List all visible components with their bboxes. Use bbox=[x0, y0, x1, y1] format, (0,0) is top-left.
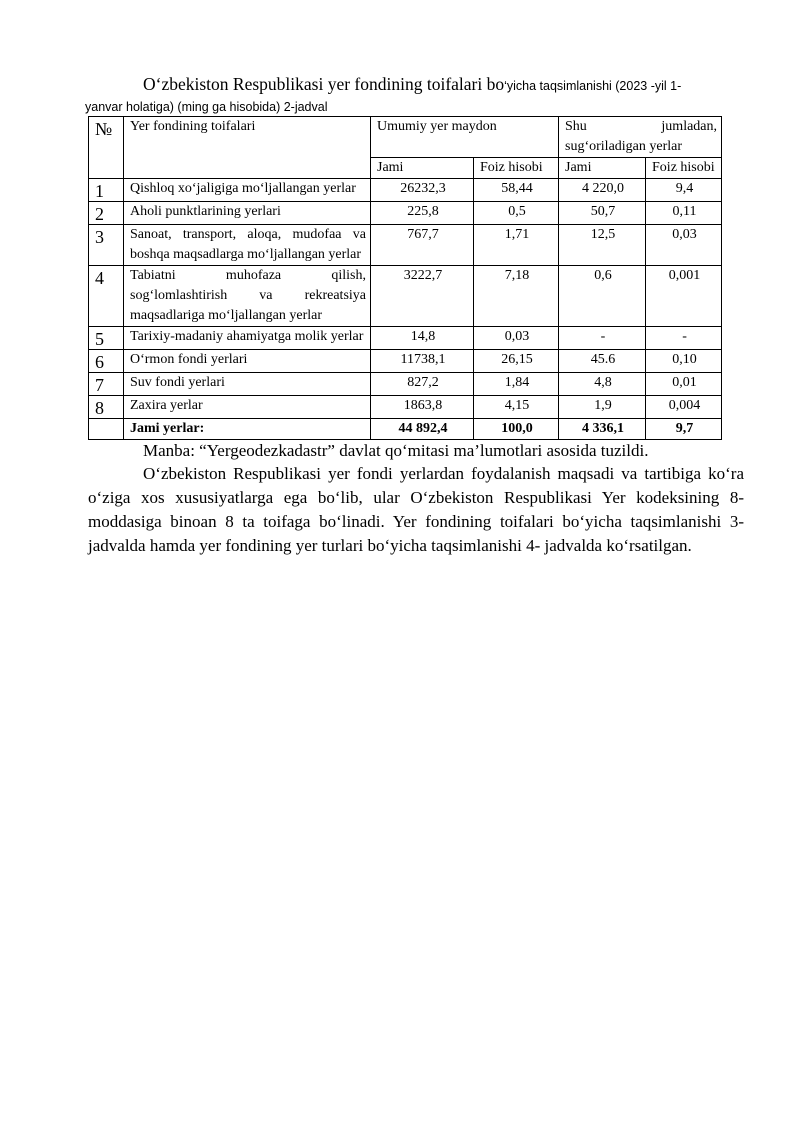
header-number: № bbox=[89, 117, 124, 179]
subheader-jami-1: Jami bbox=[371, 158, 474, 179]
table-row bbox=[89, 225, 722, 266]
row-number: 5 bbox=[89, 327, 124, 350]
row-percent: 1,71 bbox=[474, 225, 559, 266]
row-irrigated: 12,5 bbox=[559, 225, 646, 266]
row-number: 3 bbox=[89, 225, 124, 266]
row-irrigated: 1,9 bbox=[559, 396, 646, 419]
row-irrigated: 4 220,0 bbox=[559, 179, 646, 202]
header-total-area: Umumiy yer maydon bbox=[371, 117, 559, 158]
row-irrigated: 50,7 bbox=[559, 202, 646, 225]
total-label: Jami yerlar: bbox=[124, 419, 371, 440]
table-row bbox=[89, 373, 722, 396]
row-category: Sanoat, transport, aloqa, mudofaa va boshqa maqsadlarga mo‘ljallangan yerlar bbox=[124, 225, 371, 266]
subheader-foiz-2: Foiz hisobi bbox=[646, 158, 722, 179]
row-total: 827,2 bbox=[371, 373, 474, 396]
table-title bbox=[88, 72, 744, 98]
row-percent: 1,84 bbox=[474, 373, 559, 396]
subheader-foiz-1: Foiz hisobi bbox=[474, 158, 559, 179]
source-note: Manba: “Yergeodezkadastr” davlat qo‘mitasi ma’lumotlari asosida tuzildi. bbox=[143, 441, 649, 460]
row-irrigated: 0,6 bbox=[559, 266, 646, 327]
document-page bbox=[85, 72, 744, 558]
row-total: 225,8 bbox=[371, 202, 474, 225]
row-number: 2 bbox=[89, 202, 124, 225]
body-paragraph: O‘zbekiston Respublikasi yer fondi yerlardan foydalanish maqsadi va tartibiga ko‘ra o‘ziga xos xususiyatlarga ega bo‘lib, ular O‘zbekiston Respublikasi Yer kodeksining 8-moddasiga binoan 8 ta toifaga bo‘linadi. Yer fondining toifalari bo‘yicha taqsimlanishi 3- jadvalda hamda yer fondining yer turlari bo‘yicha taqsimlanishi 4- jadvalda ko‘rsatilgan. bbox=[88, 464, 744, 555]
table-row bbox=[89, 179, 722, 202]
row-category: Zaxira yerlar bbox=[124, 396, 371, 419]
row-number: 6 bbox=[89, 350, 124, 373]
row-category: Suv fondi yerlari bbox=[124, 373, 371, 396]
title-serif-part: O‘zbekiston Respublikasi yer fondining toifalari bo bbox=[143, 74, 505, 94]
header-category: Yer fondining toifalari bbox=[124, 117, 371, 179]
row-number: 7 bbox=[89, 373, 124, 396]
table-row bbox=[89, 350, 722, 373]
row-category: Aholi punktlarining yerlari bbox=[124, 202, 371, 225]
row-number: 8 bbox=[89, 396, 124, 419]
total-row bbox=[89, 419, 722, 440]
row-irrigated: 45.6 bbox=[559, 350, 646, 373]
row-percent: 58,44 bbox=[474, 179, 559, 202]
row-total: 26232,3 bbox=[371, 179, 474, 202]
land-fund-table bbox=[88, 116, 722, 440]
header-row bbox=[89, 117, 722, 158]
row-total: 767,7 bbox=[371, 225, 474, 266]
row-irrigated-percent: 0,10 bbox=[646, 350, 722, 373]
total-area: 44 892,4 bbox=[371, 419, 474, 440]
row-percent: 7,18 bbox=[474, 266, 559, 327]
row-number: 4 bbox=[89, 266, 124, 327]
row-irrigated-percent: 0,001 bbox=[646, 266, 722, 327]
row-percent: 26,15 bbox=[474, 350, 559, 373]
header-irrigated-word1: Shu bbox=[565, 119, 587, 134]
table-row bbox=[89, 327, 722, 350]
row-irrigated-percent: - bbox=[646, 327, 722, 350]
row-irrigated-percent: 0,11 bbox=[646, 202, 722, 225]
row-category: Tabiatni muhofaza qilish, sog‘lomlashtirish va rekreatsiya maqsadlariga mo‘ljallangan yerlar bbox=[124, 266, 371, 327]
row-total: 3222,7 bbox=[371, 266, 474, 327]
table-row bbox=[89, 266, 722, 327]
row-percent: 0,5 bbox=[474, 202, 559, 225]
total-irrigated-percent: 9,7 bbox=[646, 419, 722, 440]
row-percent: 0,03 bbox=[474, 327, 559, 350]
table-title-line2: yanvar holatiga) (ming ga hisobida) 2-jadval bbox=[85, 100, 328, 114]
table-row bbox=[89, 396, 722, 419]
table-row bbox=[89, 202, 722, 225]
row-total: 14,8 bbox=[371, 327, 474, 350]
row-percent: 4,15 bbox=[474, 396, 559, 419]
header-irrigated-word2: jumladan, bbox=[661, 119, 718, 134]
row-irrigated: - bbox=[559, 327, 646, 350]
header-irrigated bbox=[559, 117, 722, 158]
row-total: 1863,8 bbox=[371, 396, 474, 419]
row-irrigated-percent: 9,4 bbox=[646, 179, 722, 202]
row-irrigated: 4,8 bbox=[559, 373, 646, 396]
row-irrigated-percent: 0,01 bbox=[646, 373, 722, 396]
row-total: 11738,1 bbox=[371, 350, 474, 373]
title-sans-part: ‘yicha taqsimlanishi (2023 -yil 1- bbox=[504, 79, 682, 93]
row-number: 1 bbox=[89, 179, 124, 202]
total-row-number bbox=[89, 419, 124, 440]
row-irrigated-percent: 0,03 bbox=[646, 225, 722, 266]
row-category: Tarixiy-madaniy ahamiyatga molik yerlar bbox=[124, 327, 371, 350]
total-percent: 100,0 bbox=[474, 419, 559, 440]
header-irrigated-line2: sug‘oriladigan yerlar bbox=[565, 139, 683, 154]
row-category: Qishloq xo‘jaligiga mo‘ljallangan yerlar bbox=[124, 179, 371, 202]
subheader-jami-2: Jami bbox=[559, 158, 646, 179]
row-category: O‘rmon fondi yerlari bbox=[124, 350, 371, 373]
row-irrigated-percent: 0,004 bbox=[646, 396, 722, 419]
total-irrigated: 4 336,1 bbox=[559, 419, 646, 440]
